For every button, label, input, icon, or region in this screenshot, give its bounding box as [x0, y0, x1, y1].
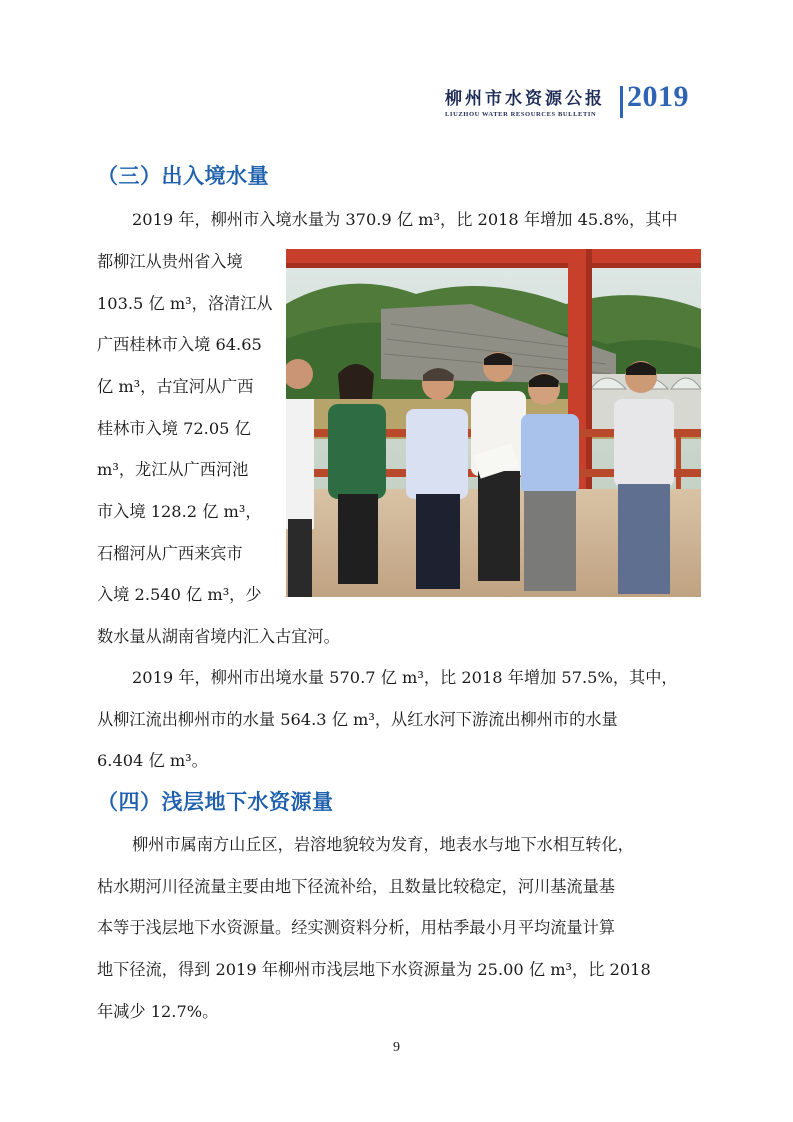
paragraph-line: 桂林市入境 72.05 亿 [97, 419, 251, 438]
paragraph-line: 2019 年，柳州市入境水量为 370.9 亿 m³，比 2018 年增加 45.8%，其中 [132, 210, 678, 229]
paragraph-line: 103.5 亿 m³，洛清江从 [97, 294, 273, 313]
paragraph-line: 广西桂林市入境 64.65 [97, 335, 262, 354]
paragraph-line: 地下径流，得到 2019 年柳州市浅层地下水资源量为 25.00 亿 m³，比 2018 [97, 960, 651, 979]
paragraph-line: 亿 m³，古宜河从广西 [97, 377, 254, 396]
paragraph-line: 年减少 12.7%。 [97, 1002, 219, 1021]
bulletin-title: 柳州市水资源公报 [445, 89, 605, 109]
paragraph-line: m³，龙江从广西河池 [97, 460, 249, 479]
section-heading-shallow-groundwater: （四）浅层地下水资源量 [97, 790, 334, 814]
page-number: 9 [393, 1040, 400, 1055]
paragraph-line: 从柳江流出柳州市的水量 564.3 亿 m³，从红水河下游流出柳州市的水量 [97, 710, 618, 729]
paragraph-line: 入境 2.540 亿 m³，少 [97, 585, 262, 604]
paragraph-line: 都柳江从贵州省入境 [97, 252, 243, 271]
paragraph-line: 枯水期河川径流量主要由地下径流补给，且数量比较稳定，河川基流量基 [97, 877, 615, 896]
paragraph-line: 本等于浅层地下水资源量。经实测资料分析，用枯季最小月平均流量计算 [97, 918, 615, 937]
paragraph-line: 2019 年，柳州市出境水量 570.7 亿 m³，比 2018 年增加 57.5%，其中， [132, 668, 678, 687]
paragraph-line: 石榴河从广西来宾市 [97, 544, 243, 563]
paragraph-line: 市入境 128.2 亿 m³， [97, 502, 262, 521]
bulletin-title-english: LIUZHOU WATER RESOURCES BULLETIN [445, 111, 597, 118]
inspection-photo [286, 249, 701, 597]
bulletin-year: 2019 [627, 80, 689, 113]
header-separator [620, 86, 623, 118]
paragraph-line: 6.404 亿 m³。 [97, 751, 208, 770]
paragraph-line: 柳州市属南方山丘区，岩溶地貌较为发育，地表水与地下水相互转化， [132, 835, 634, 854]
paragraph-line: 数水量从湖南省境内汇入古宜河。 [97, 627, 340, 646]
section-heading-inflow-outflow: （三）出入境水量 [97, 164, 269, 188]
